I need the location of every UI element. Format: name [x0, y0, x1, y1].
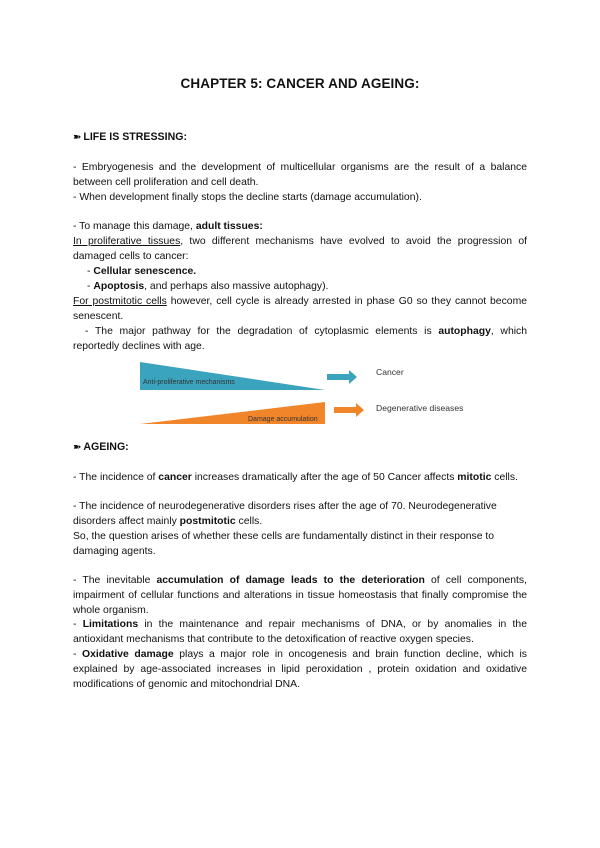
paragraph-manage-damage: - To manage this damage, adult tissues: — [73, 221, 263, 232]
paragraph-neurodegenerative-incidence: - The incidence of neurodegenerative disorders rises after the age of 70. Neurodegenerative disorders affect mainly postmitotic cells. — [73, 501, 497, 527]
arrow-right-icon — [334, 403, 364, 417]
paragraph-development-stops: - When development finally stops the decline starts (damage accumulation). — [73, 192, 422, 203]
paragraph-accumulation-of-damage: - The inevitable accumulation of damage leads to the deterioration of cell components, impairment of cellular functions and alterations in tissue homeostasis that finally compromise the whole organism. — [73, 575, 527, 616]
anti-proliferative-label: Anti-proliferative mechanisms — [143, 379, 235, 386]
degenerative-diseases-label: Degenerative diseases — [376, 403, 464, 413]
bullet-cellular-senescence: - Cellular senescence. — [87, 266, 197, 277]
chapter-title: CHAPTER 5: CANCER AND AGEING: — [180, 76, 420, 91]
paragraph-embryogenesis: - Embryogenesis and the development of multicellular organisms are the result of a balance between cell proliferation and cell death. — [73, 162, 527, 188]
paragraph-proliferative-tissues: In proliferative tissues, two different mechanisms have evolved to avoid the progression of damaged cells to cancer: — [73, 236, 527, 262]
arrow-bullet-icon: ➽ — [73, 132, 82, 143]
paragraph-limitations: - Limitations in the maintenance and repair mechanisms of DNA, or by anomalies in the antioxidant mechanisms that contribute to the detoxification of reactive oxygen species. — [73, 619, 527, 645]
paragraph-autophagy: - The major pathway for the degradation of cytoplasmic elements is autophagy, which reportedly declines with age. — [73, 326, 527, 352]
paragraph-postmitotic-cells: For postmitotic cells however, cell cycle is already arrested in phase G0 so they cannot become senescent. — [73, 296, 527, 322]
paragraph-cancer-incidence: - The incidence of cancer increases dramatically after the age of 50 Cancer affects mitotic cells. — [73, 472, 518, 483]
cancer-label: Cancer — [376, 367, 404, 377]
bullet-apoptosis: - Apoptosis, and perhaps also massive autophagy). — [87, 281, 329, 292]
arrow-right-icon — [327, 370, 357, 384]
section-heading-life-is-stressing: ➽ LIFE IS STRESSING: — [73, 131, 187, 143]
arrow-bullet-icon: ➽ — [73, 442, 82, 453]
mechanisms-diagram — [140, 360, 510, 430]
damage-accumulation-label: Damage accumulation — [248, 416, 318, 423]
paragraph-oxidative-damage: - Oxidative damage plays a major role in oncogenesis and brain function decline, which is explained by age-associated increases in lipid peroxidation , protein oxidation and oxidative modifications of genomic and mitochondrial DNA. — [73, 649, 527, 690]
paragraph-question: So, the question arises of whether these cells are fundamentally distinct in their response to damaging agents. — [73, 531, 495, 557]
section-heading-ageing: ➽ AGEING: — [73, 441, 129, 453]
